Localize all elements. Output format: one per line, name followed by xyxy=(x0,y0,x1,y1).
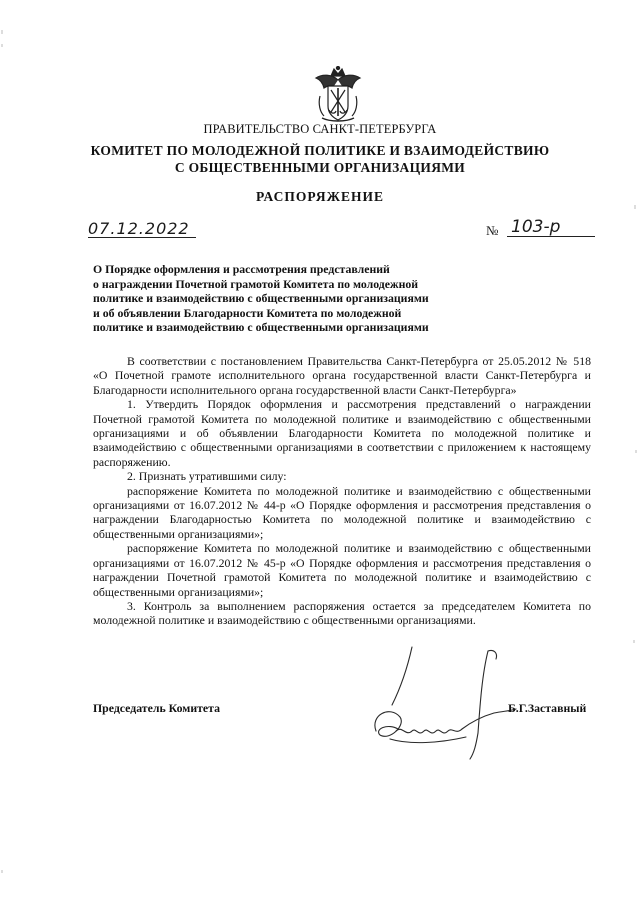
number-label: № xyxy=(486,223,499,238)
preamble-paragraph: В соответствии с постановлением Правительства Санкт-Петербурга от 25.05.2012 № 518 «О Почетной грамоте исполнительного органа государственной власти Санкт-Петербурга и Благодарности исполнительного органа государственной власти Санкт-Петербурга» xyxy=(93,354,591,397)
subject-line: политике и взаимодействию с общественными организациями xyxy=(93,320,429,335)
committee-name-line-2: С ОБЩЕСТВЕННЫМИ ОРГАНИЗАЦИЯМИ xyxy=(174,160,466,175)
document-subject xyxy=(93,262,493,335)
document-type: РАСПОРЯЖЕНИЕ xyxy=(255,189,385,204)
signatory-title: Председатель Комитета xyxy=(93,701,220,715)
subject-line: и об объявлении Благодарности Комитета по молодежной xyxy=(93,305,402,320)
signatory-name: Б.Г.Заставный xyxy=(508,701,587,715)
document-body xyxy=(93,354,591,628)
handwritten-signature xyxy=(370,645,530,763)
item-2-paragraph: 2. Признать утратившими силу: xyxy=(127,469,287,484)
document-date: 07.12.2022 xyxy=(88,220,196,238)
government-name: ПРАВИТЕЛЬСТВО САНКТ-ПЕТЕРБУРГА xyxy=(203,122,437,136)
committee-name-line-1: КОМИТЕТ ПО МОЛОДЕЖНОЙ ПОЛИТИКЕ И ВЗАИМОДЕЙСТВИЮ xyxy=(90,143,550,158)
coat-of-arms-icon xyxy=(312,66,364,124)
item-3-paragraph: 3. Контроль за выполнением распоряжения остается за председателем Комитета по молодежной политике и взаимодействию с общественными организациями. xyxy=(93,598,591,628)
repealed-order-45: распоряжение Комитета по молодежной политике и взаимодействию с общественными организациями от 16.07.2012 № 45-р «О Порядке оформления и рассмотрения представления о награждении Почетной грамотой Комитета по молодежной политике и взаимодействию с общественными организациями»; xyxy=(93,541,591,599)
document-number: 103-р xyxy=(507,218,595,237)
subject-line: политике и взаимодействию с общественными организациями xyxy=(93,291,429,306)
item-1-paragraph: 1. Утвердить Порядок оформления и рассмотрения представлений о награждении Почетной грамотой Комитета по молодежной политике и взаимодействию с общественными организациями и об объявлении Благодарности Комитета по молодежной политике и взаимодействию с общественными организациями в соответствии с приложением к настоящему распоряжению. xyxy=(93,397,591,469)
repealed-order-44: распоряжение Комитета по молодежной политике и взаимодействию с общественными организациями от 16.07.2012 № 44-р «О Порядке оформления и рассмотрения представления о награждении Благодарностью Комитета по молодежной политике и взаимодействию с общественными организациями»; xyxy=(93,483,591,541)
committee-name xyxy=(0,142,640,176)
subject-line: о награждении Почетной грамотой Комитета по молодежной xyxy=(93,276,419,291)
subject-line: О Порядке оформления и рассмотрения представлений xyxy=(93,262,390,276)
